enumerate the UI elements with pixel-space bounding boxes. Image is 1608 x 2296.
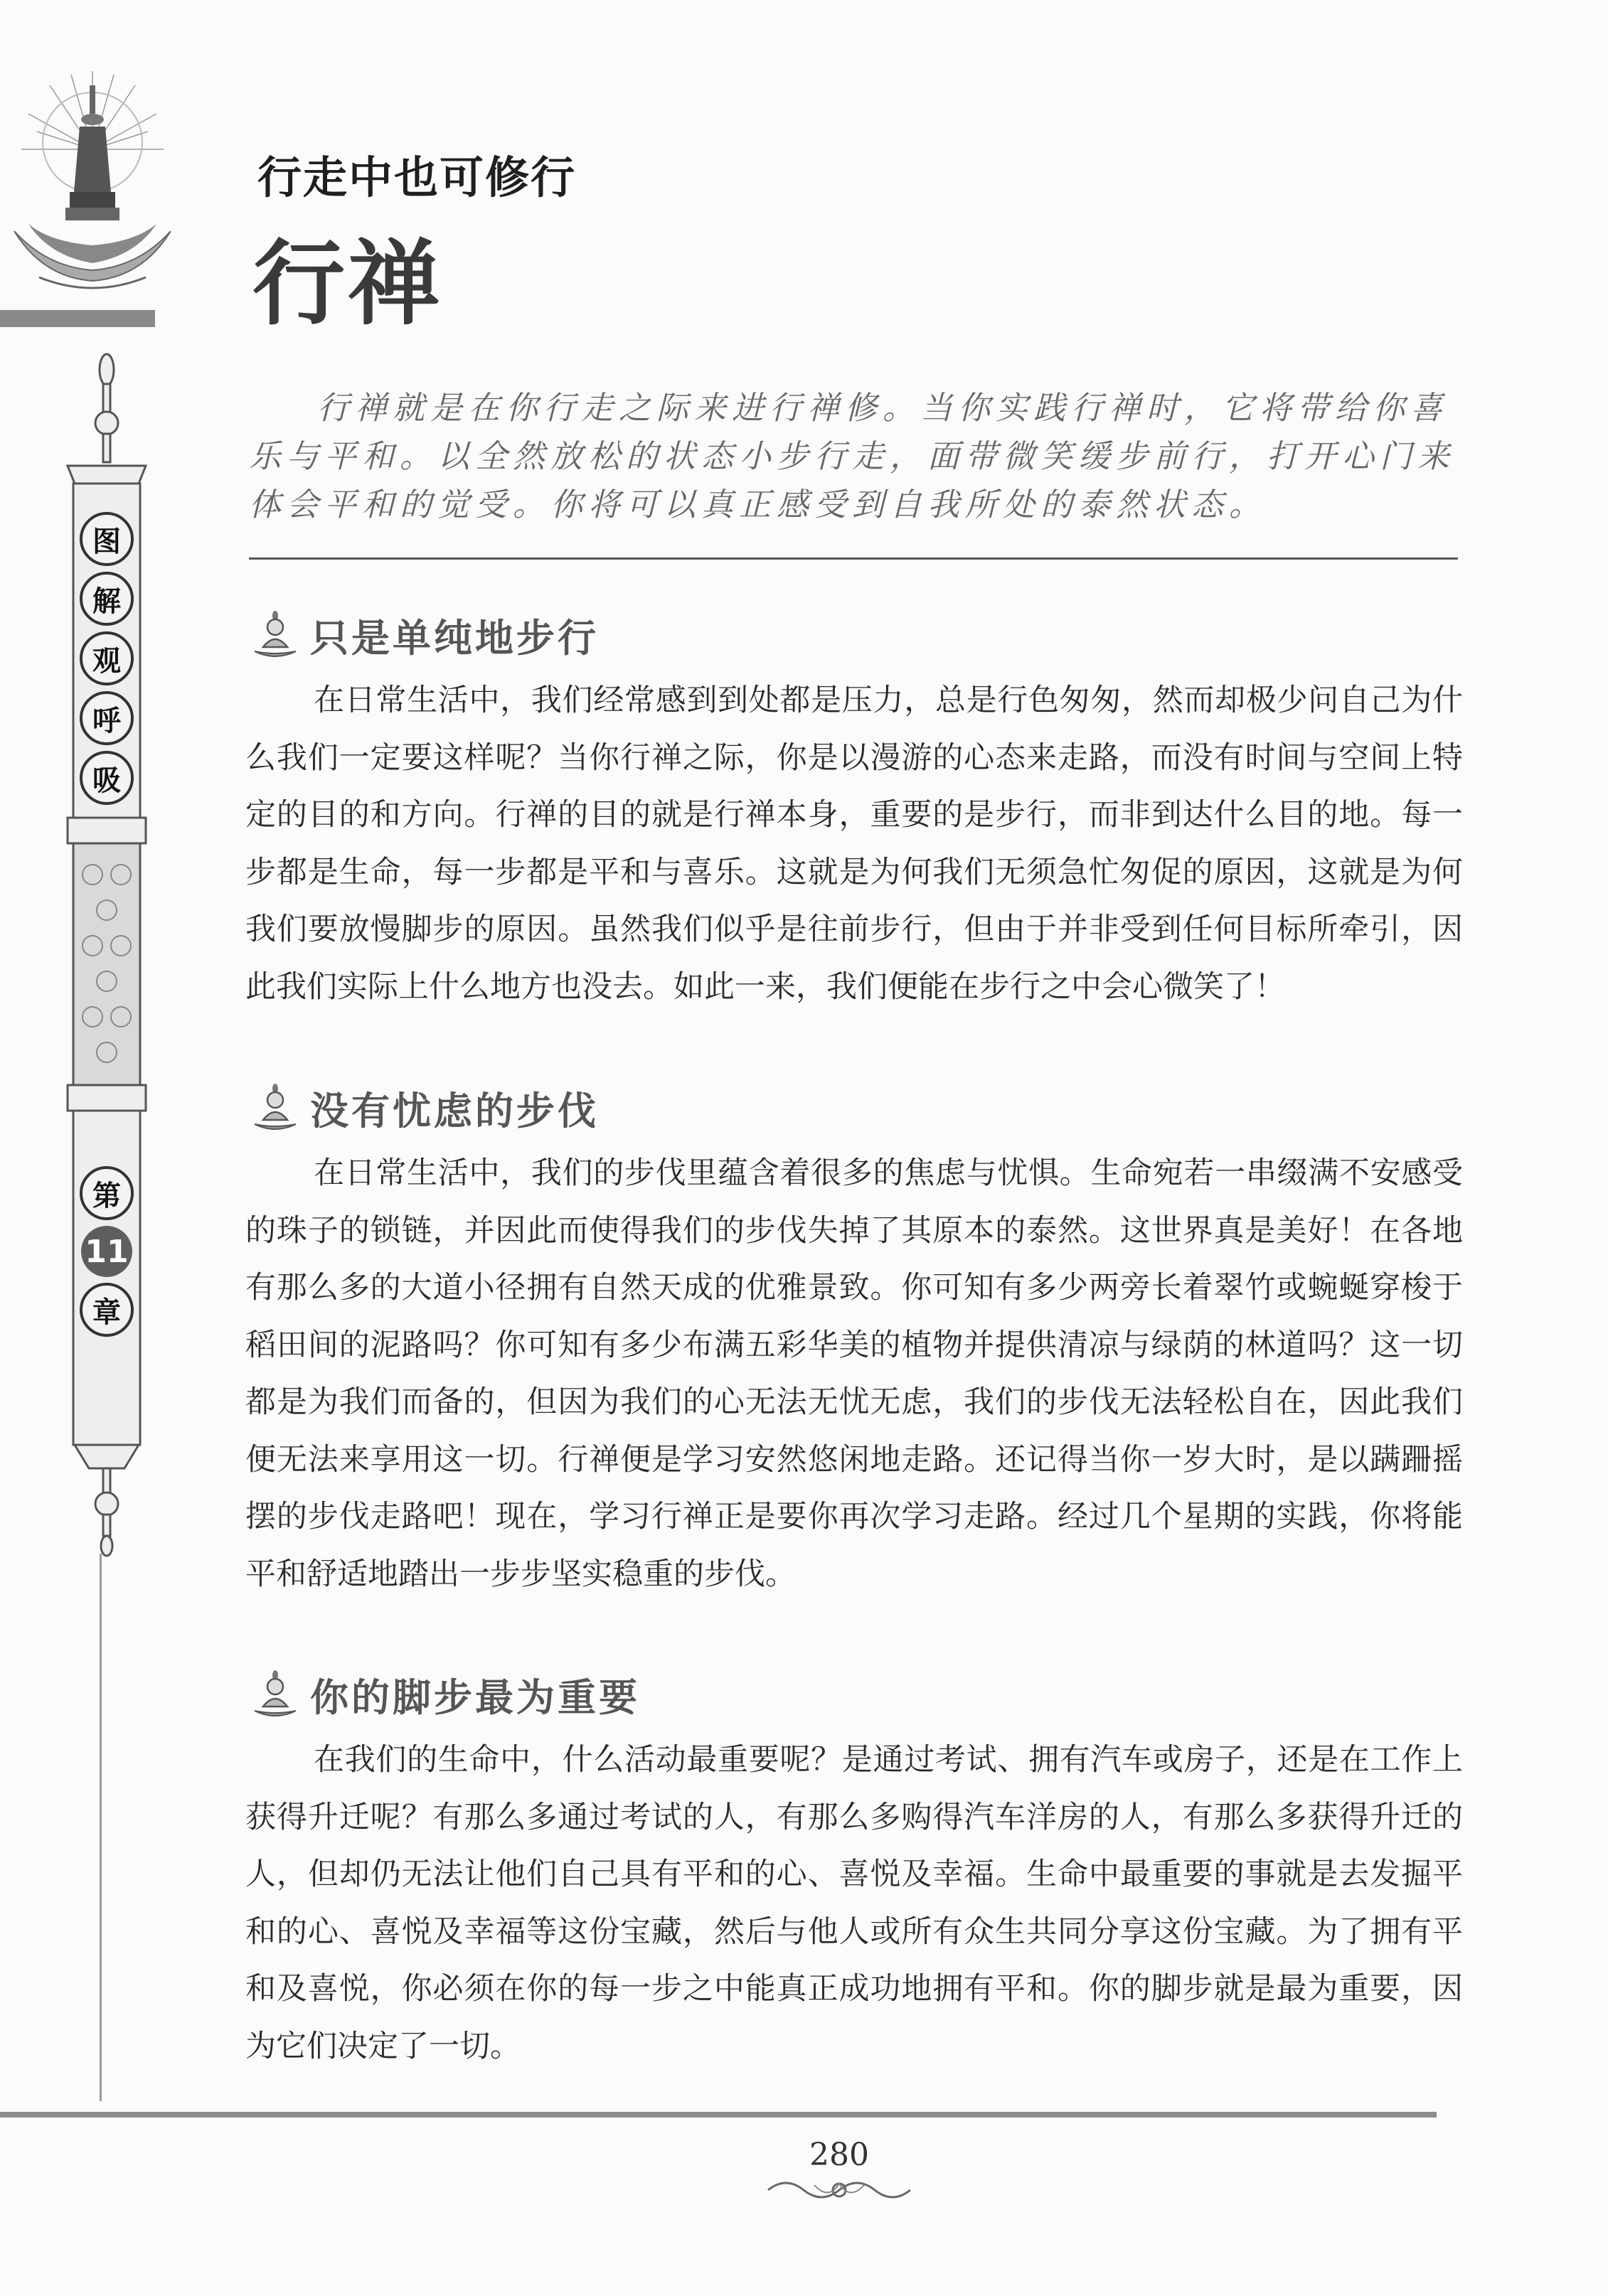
chapter-marker — [78, 1166, 135, 1342]
margin-line — [100, 1554, 102, 2101]
section-body-2: 在日常生活中，我们的步伐里蕴含着很多的焦虑与忧惧。生命宛若一串缀满不安感受的珠子的锁链，并因此而使得我们的步伐失掉了其原本的泰然。这世界真是美好！在各地有那么多的大道小径拥有自然天成的优雅景致。你可知有多少两旁长着翠竹或蜿蜒穿梭于稻田间的泥路吗？你可知有多少布满五彩华美的植物并提供清凉与绿荫的林道吗？这一切都是为我们而备的，但因为我们的心无法无忧无虑，我们的步伐无法轻松自在，因此我们便无法来享用这一切。行禅便是学习安然悠闲地走路。还记得当你一岁大时，是以蹒跚摇摆的步伐走路吧！现在，学习行禅正是要你再次学习走路。经过几个星期的实践，你将能平和舒适地踏出一步步坚实稳重的步伐。 — [245, 1155, 1463, 1592]
intro-divider — [249, 557, 1458, 560]
section-heading-2 — [250, 1081, 599, 1136]
intro-paragraph: 行禅就是在你行走之际来进行禅修。当你实践行禅时，它将带给你喜乐与平和。以全然放松的状态小步行走，面带微笑缓步前行，打开心门来体会平和的觉受。你将可以真正感受到自我所处的泰然状态。 — [249, 389, 1456, 523]
section-kicker: 行走中也可修行 — [257, 151, 577, 203]
meditating-figure-icon — [250, 1670, 300, 1721]
stupa-ornament-icon — [0, 64, 171, 306]
book-title-vertical — [78, 512, 135, 811]
chapter-suffix: 章 — [80, 1283, 134, 1337]
meditating-figure-icon — [250, 610, 300, 661]
section-heading-1 — [250, 608, 599, 663]
book-title-char: 观 — [80, 631, 134, 685]
header-accent-bar — [0, 310, 155, 327]
section-heading-text: 只是单纯地步行 — [310, 615, 599, 661]
section-heading-3 — [250, 1667, 640, 1722]
chapter-number: 11 — [81, 1226, 132, 1277]
page-title: 行禅 — [252, 229, 444, 338]
book-title-char: 吸 — [80, 751, 134, 805]
section-heading-text: 没有忧虑的步伐 — [310, 1088, 599, 1133]
book-title-char: 呼 — [80, 691, 134, 745]
book-title-char: 图 — [80, 512, 134, 566]
book-title-char: 解 — [80, 572, 134, 626]
section-heading-text: 你的脚步最为重要 — [310, 1675, 640, 1720]
section-body-3: 在我们的生命中，什么活动最重要呢？是通过考试、拥有汽车或房子，还是在工作上获得升迁呢？有那么多通过考试的人，有那么多购得汽车洋房的人，有那么多获得升迁的人，但却仍无法让他们自己具有平和的心、喜悦及幸福。生命中最重要的事就是去发掘平和的心、喜悦及幸福等这份宝藏，然后与他人或所有众生共同分享这份宝藏。为了拥有平和及喜悦，你必须在你的每一步之中能真正成功地拥有平和。你的脚步就是最为重要，因为它们决定了一切。 — [245, 1742, 1463, 2064]
footer-rule — [0, 2112, 1437, 2118]
meditating-figure-icon — [250, 1083, 300, 1134]
section-body-1: 在日常生活中，我们经常感到到处都是压力，总是行色匆匆，然而却极少问自己为什么我们一定要这样呢？当你行禅之际，你是以漫游的心态来走路，而没有时间与空间上特定的目的和方向。行禅的目的就是行禅本身，重要的是步行，而非到达什么目的地。每一步都是生命，每一步都是平和与喜乐。这就是为何我们无须急忙匆促的原因，这就是为何我们要放慢脚步的原因。虽然我们似乎是往前步行，但由于并非受到任何目标所牵引，因此我们实际上什么地方也没去。如此一来，我们便能在步行之中会心微笑了！ — [245, 683, 1463, 1005]
chapter-prefix: 第 — [80, 1166, 134, 1220]
scroll-flourish-icon — [765, 2172, 914, 2208]
page-number: 280 — [809, 2137, 869, 2173]
